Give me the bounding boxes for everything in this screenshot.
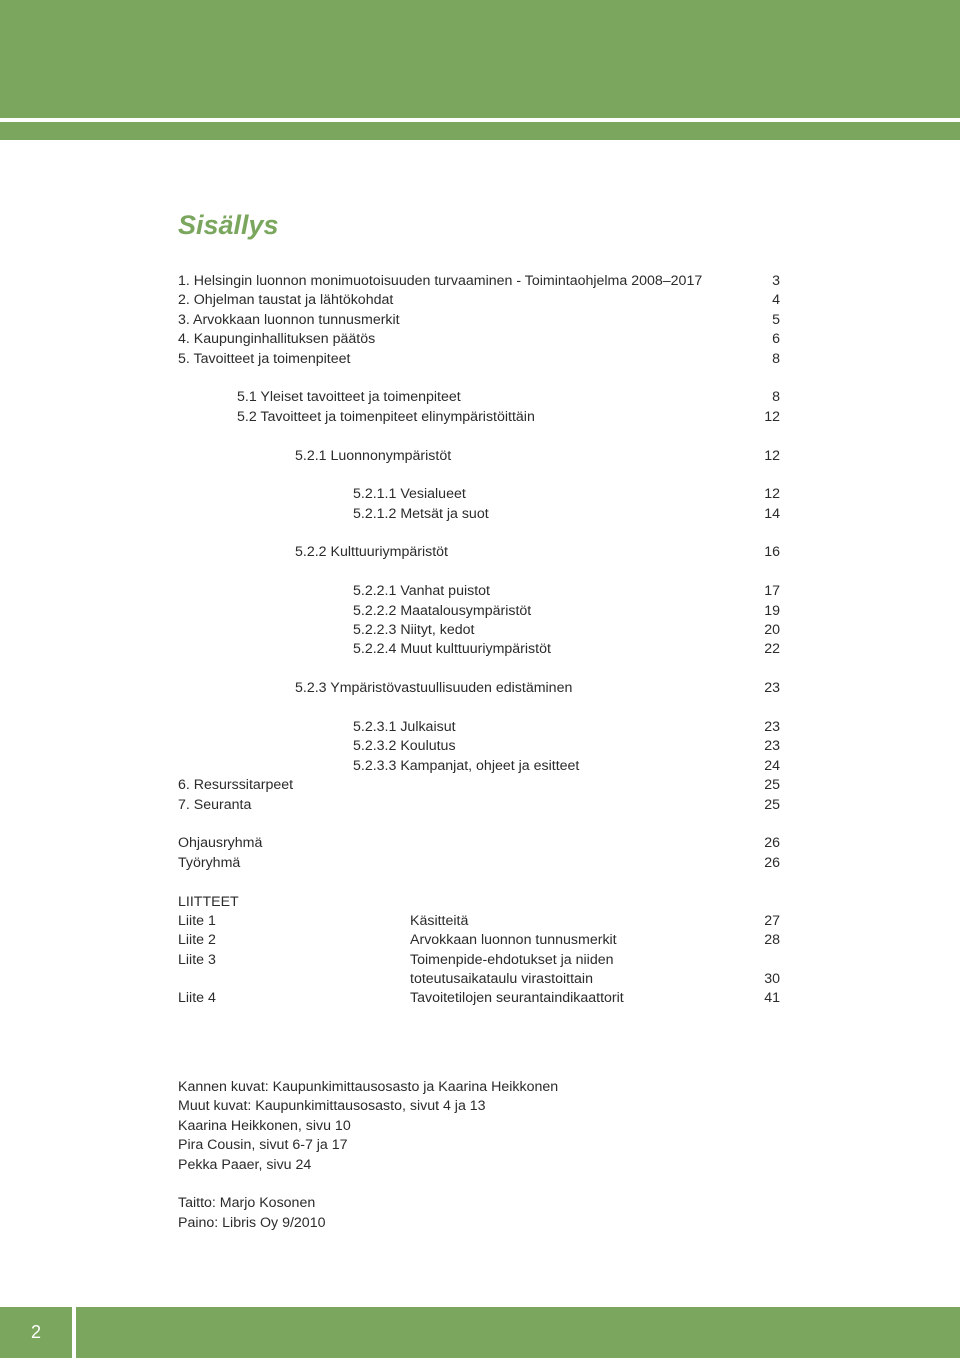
toc-entry[interactable]: [178, 718, 780, 737]
toc-entry[interactable]: [178, 737, 780, 756]
toc-entry[interactable]: [178, 485, 780, 504]
toc-entry-page: 17: [764, 583, 780, 600]
toc-entry-title: 5.2.2.4 Muut kulttuuriympäristöt: [353, 641, 551, 658]
toc-entry[interactable]: [178, 543, 780, 562]
toc-entry-title: Työryhmä: [178, 854, 241, 871]
toc-entry-page: 8: [772, 350, 780, 367]
credit-line: Paino: Libris Oy 9/2010: [178, 1214, 326, 1231]
header-stripe: [0, 122, 960, 140]
toc-entry-page: 25: [764, 777, 780, 794]
credits: [178, 1078, 558, 1233]
toc-entry[interactable]: [178, 388, 780, 407]
toc-entry-page: 12: [764, 447, 780, 464]
toc-entry-page: 4: [772, 292, 780, 309]
toc-entry[interactable]: [178, 796, 780, 815]
appendix-title: Käsitteitä: [410, 912, 469, 929]
toc-entry-title: 2. Ohjelman taustat ja lähtökohdat: [178, 292, 394, 309]
credit-line: Pekka Paaer, sivu 24: [178, 1156, 312, 1173]
toc-entry[interactable]: [178, 776, 780, 795]
toc-gap: [178, 369, 780, 388]
appendix-page: 28: [764, 932, 780, 949]
toc-entry-title: 5.2.2 Kulttuuriympäristöt: [295, 544, 448, 561]
toc-entry-title: 5.2.3.1 Julkaisut: [353, 718, 456, 735]
toc-entry-title: 7. Seuranta: [178, 796, 252, 813]
toc-entry-page: 14: [764, 505, 780, 522]
toc-entry-title: 5.2.1.2 Metsät ja suot: [353, 505, 489, 522]
toc-entry-title: 5.1 Yleiset tavoitteet ja toimenpiteet: [237, 389, 461, 406]
appendix-id: Liite 1: [178, 912, 216, 929]
toc-entry[interactable]: [178, 582, 780, 601]
toc-entry-page: 12: [764, 486, 780, 503]
toc-entry[interactable]: [178, 893, 780, 912]
toc-entry-page: 26: [764, 854, 780, 871]
toc-entry-page: 16: [764, 544, 780, 561]
toc-entry-page: 8: [772, 389, 780, 406]
toc-entry[interactable]: [178, 447, 780, 466]
appendix-entry[interactable]: [178, 931, 780, 950]
toc-entry-page: 24: [764, 757, 780, 774]
toc-gap: [178, 873, 780, 892]
toc-entry-title: 5.2.3.2 Koulutus: [353, 738, 456, 755]
toc-entry-title: 5.2 Tavoitteet ja toimenpiteet elinympäristöittäin: [237, 408, 535, 425]
credit-line: Muut kuvat: Kaupunkimittausosasto, sivut 4 ja 13: [178, 1098, 486, 1115]
toc-entry[interactable]: [178, 679, 780, 698]
toc-entry-title: 5.2.1 Luonnonympäristöt: [295, 447, 452, 464]
toc-entry[interactable]: [178, 505, 780, 524]
toc-entry-page: 25: [764, 796, 780, 813]
toc-entry[interactable]: [178, 272, 780, 291]
credit-line: Taitto: Marjo Kosonen: [178, 1195, 316, 1212]
credits-gap: [178, 1175, 558, 1194]
toc-gap: [178, 466, 780, 485]
appendix-title: toteutusaikataulu virastoittain: [410, 971, 593, 988]
appendix-page: 27: [764, 912, 780, 929]
toc-entry-page: 26: [764, 835, 780, 852]
appendix-id: Liite 3: [178, 951, 216, 968]
table-of-contents: [178, 272, 780, 1009]
toc-entry-title: 5.2.2.2 Maatalousympäristöt: [353, 602, 532, 619]
toc-entry-title: 5.2.3 Ympäristövastuullisuuden edistäminen: [295, 680, 573, 697]
toc-entry[interactable]: [178, 408, 780, 427]
appendix-id: Liite 2: [178, 932, 216, 949]
toc-gap: [178, 563, 780, 582]
toc-entry[interactable]: [178, 640, 780, 659]
appendix-entry[interactable]: [178, 951, 780, 970]
toc-entry-page: 23: [764, 680, 780, 697]
toc-entry-title: 5.2.1.1 Vesialueet: [353, 486, 466, 503]
appendix-id: Liite 4: [178, 990, 216, 1007]
toc-entry[interactable]: [178, 350, 780, 369]
toc-gap: [178, 524, 780, 543]
toc-entry[interactable]: [178, 602, 780, 621]
toc-entry[interactable]: [178, 311, 780, 330]
toc-entry-page: 12: [764, 408, 780, 425]
appendix-entry[interactable]: [178, 912, 780, 931]
toc-gap: [178, 815, 780, 834]
toc-entry-title: 3. Arvokkaan luonnon tunnusmerkit: [178, 311, 400, 328]
toc-entry-title: Ohjausryhmä: [178, 835, 263, 852]
toc-entry-page: 5: [772, 311, 780, 328]
toc-entry-title: LIITTEET: [178, 893, 239, 910]
toc-entry[interactable]: [178, 834, 780, 853]
toc-entry[interactable]: [178, 854, 780, 873]
appendix-page: 41: [764, 990, 780, 1007]
toc-entry-page: 22: [764, 641, 780, 658]
appendix-title: Arvokkaan luonnon tunnusmerkit: [410, 932, 617, 949]
credit-line: Kaarina Heikkonen, sivu 10: [178, 1117, 351, 1134]
toc-entry-title: 5. Tavoitteet ja toimenpiteet: [178, 350, 351, 367]
appendix-title: Tavoitetilojen seurantaindikaattorit: [410, 990, 624, 1007]
toc-gap: [178, 660, 780, 679]
appendix-title: Toimenpide-ehdotukset ja niiden: [410, 951, 614, 968]
toc-gap: [178, 699, 780, 718]
appendix-entry[interactable]: [178, 989, 780, 1008]
page-number: 2: [0, 1307, 72, 1358]
credit-line: Pira Cousin, sivut 6-7 ja 17: [178, 1137, 348, 1154]
toc-entry[interactable]: [178, 621, 780, 640]
toc-entry-title: 5.2.2.1 Vanhat puistot: [353, 583, 490, 600]
toc-entry-page: 23: [764, 718, 780, 735]
footer-band: [76, 1307, 960, 1358]
toc-entry-title: 5.2.2.3 Niityt, kedot: [353, 622, 475, 639]
toc-entry-title: 6. Resurssitarpeet: [178, 777, 294, 794]
toc-entry-page: 6: [772, 331, 780, 348]
toc-entry-page: 19: [764, 602, 780, 619]
toc-entry[interactable]: [178, 757, 780, 776]
appendix-page: 30: [764, 971, 780, 988]
toc-entry-title: 5.2.3.3 Kampanjat, ohjeet ja esitteet: [353, 757, 580, 774]
credit-line: Kannen kuvat: Kaupunkimittausosasto ja Kaarina Heikkonen: [178, 1079, 559, 1095]
header-band: [0, 0, 960, 118]
toc-entry-page: 23: [764, 738, 780, 755]
appendix-entry[interactable]: [178, 970, 780, 989]
toc-entry[interactable]: [178, 330, 780, 349]
toc-entry[interactable]: [178, 291, 780, 310]
toc-entry-title: 4. Kaupunginhallituksen päätös: [178, 331, 376, 348]
toc-entry-page: 20: [764, 622, 780, 639]
page-title: Sisällys: [178, 210, 279, 240]
toc-gap: [178, 427, 780, 446]
toc-entry-page: 3: [772, 273, 780, 289]
toc-entry-title: 1. Helsingin luonnon monimuotoisuuden turvaaminen - Toimintaohjelma 2008–2017: [178, 273, 703, 289]
